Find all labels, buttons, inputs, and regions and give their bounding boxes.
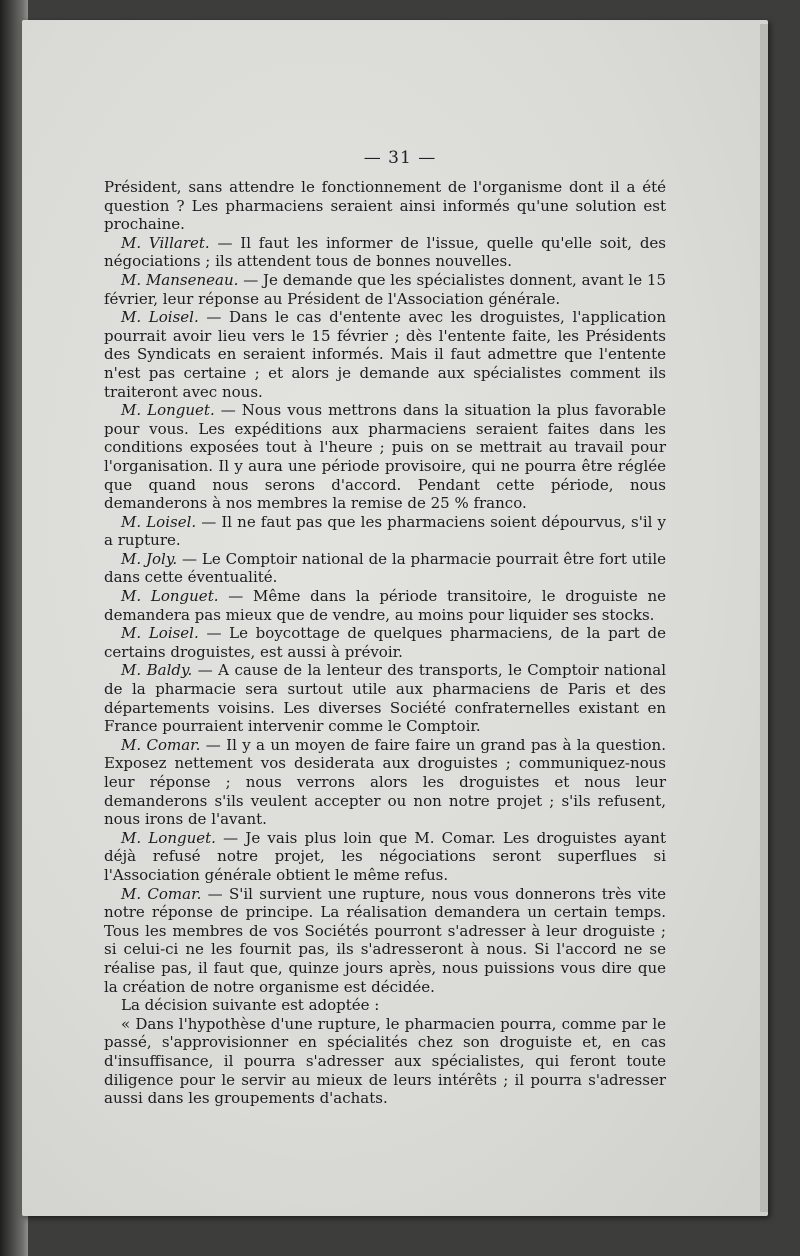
paragraph-longuet-3 bbox=[104, 829, 666, 885]
paragraph-villaret bbox=[104, 234, 666, 271]
paragraph-text: — Dans le cas d'entente avec les droguistes, l'application pourrait avoir lieu vers le 15 février ; dès l'entente faite, les Présidents des Syndicats en seraient informés. Mais il faut admettre que l'entente n'est pas certaine ; et alors je demande aux spécialistes comment ils traiteront avec nous. bbox=[104, 308, 667, 401]
paragraph-text: La décision suivante est adoptée : bbox=[121, 996, 380, 1015]
paragraph-manseneau bbox=[104, 271, 666, 308]
paragraph-text: Président, sans attendre le fonctionnement de l'organisme dont il a été question ? Les pharmaciens seraient ainsi informés qu'une solution est prochaine. bbox=[104, 178, 666, 234]
paragraph-text: — Il y a un moyen de faire faire un grand pas à la question. Exposez nettement vos desiderata aux droguistes ; communiquez-nous leur réponse ; nous verrons alors les droguistes et nous leur demanderons s'ils veulent accepter ou non notre projet ; s'ils refusent, nous irons de l'avant. bbox=[104, 735, 666, 829]
paragraph-comar-1 bbox=[104, 736, 666, 829]
page-number: — 31 — bbox=[363, 148, 437, 168]
body-text bbox=[104, 178, 666, 1108]
paragraph-text: « Dans l'hypothèse d'une rupture, le pharmacien pourra, comme par le passé, s'approvisionner en spécialités chez son droguiste et, en cas d'insuffisance, il pourra s'adresser aux spécialistes, qui feront toute diligence pour le servir au mieux de leurs intérêts ; il pourra s'adresser aussi dans les groupements d'achats. bbox=[104, 1014, 666, 1108]
paragraph-text: — Il faut les informer de l'issue, quelle qu'elle soit, des négociations ; ils attendent tous de bonnes nouvelles. bbox=[104, 233, 666, 271]
speaker-name: M. Villaret. bbox=[121, 233, 210, 252]
paragraph-baldy bbox=[104, 661, 666, 735]
paragraph-continuation bbox=[104, 178, 666, 234]
paragraph-text: — Nous vous mettrons dans la situation la plus favorable pour vous. Les expéditions aux pharmaciens seraient faites dans les conditions exposées tout à l'heure ; puis on se mettrait au travail pour l'organisation. Il y aura une période provisoire, qui ne pourra être réglée que quand nous serons d'accord. Pendant cette période, nous demanderons à nos membres la remise de 25 % franco. bbox=[104, 401, 666, 513]
paragraph-longuet-2 bbox=[104, 587, 666, 624]
paragraph-text: — Je vais plus loin que M. Comar. Les droguistes ayant déjà refusé notre projet, les négociations seront superflues si l'Association générale obtient le même refus. bbox=[104, 828, 666, 884]
paragraph-longuet-1 bbox=[104, 401, 666, 513]
paragraph-decision-intro bbox=[104, 996, 666, 1015]
paragraph-decision-text bbox=[104, 1015, 666, 1108]
paragraph-text: — A cause de la lenteur des transports, le Comptoir national de la pharmacie sera surtout utile aux pharmaciens de Paris et des départements voisins. Les diverses Société confraternelles existant en France pourraient intervenir comme le Comptoir. bbox=[104, 661, 666, 736]
paragraph-joly bbox=[104, 550, 666, 587]
speaker-name: M. Baldy. bbox=[121, 661, 193, 680]
speaker-name: M. Comar. bbox=[121, 735, 201, 754]
speaker-name: M. Comar. bbox=[121, 884, 202, 903]
speaker-name: M. Longuet. bbox=[121, 401, 215, 420]
speaker-name: M. Loisel. bbox=[121, 308, 199, 327]
speaker-name: M. Loisel. bbox=[121, 624, 199, 643]
paragraph-text: — Il ne faut pas que les pharmaciens soient dépourvus, s'il y a rupture. bbox=[104, 512, 666, 550]
speaker-name: M. Loisel. bbox=[121, 512, 197, 531]
paragraph-loisel-3 bbox=[104, 624, 666, 661]
page-edge-shadow bbox=[760, 24, 768, 1212]
speaker-name: M. Longuet. bbox=[121, 587, 219, 606]
paragraph-text: — Je demande que les spécialistes donnent, avant le 15 février, leur réponse au Président de l'Association générale. bbox=[104, 270, 666, 308]
paragraph-loisel-2 bbox=[104, 513, 666, 550]
paragraph-text: — Le Comptoir national de la pharmacie pourrait être fort utile dans cette éventualité. bbox=[104, 549, 666, 587]
speaker-name: M. Manseneau. bbox=[121, 270, 239, 289]
paragraph-loisel-1 bbox=[104, 308, 666, 401]
speaker-name: M. Joly. bbox=[121, 549, 178, 568]
paragraph-text: — S'il survient une rupture, nous vous donnerons très vite notre réponse de principe. La réalisation demandera un certain temps. Tous les membres de vos Sociétés pourront s'adresser à leur droguiste ; si celui-ci ne les fournit pas, ils s'adresseront à nous. Si l'accord ne se réalise pas, il faut que, quinze jours après, nous puissions vous dire que la création de notre organisme est décidée. bbox=[104, 884, 666, 996]
paragraph-comar-2 bbox=[104, 885, 666, 997]
speaker-name: M. Longuet. bbox=[121, 828, 216, 847]
paragraph-text: — Le boycottage de quelques pharmaciens, de la part de certains droguistes, est aussi à prévoir. bbox=[104, 624, 667, 661]
paragraph-text: — Même dans la période transitoire, le droguiste ne demandera pas mieux que de vendre, au moins pour liquider ses stocks. bbox=[104, 587, 667, 624]
